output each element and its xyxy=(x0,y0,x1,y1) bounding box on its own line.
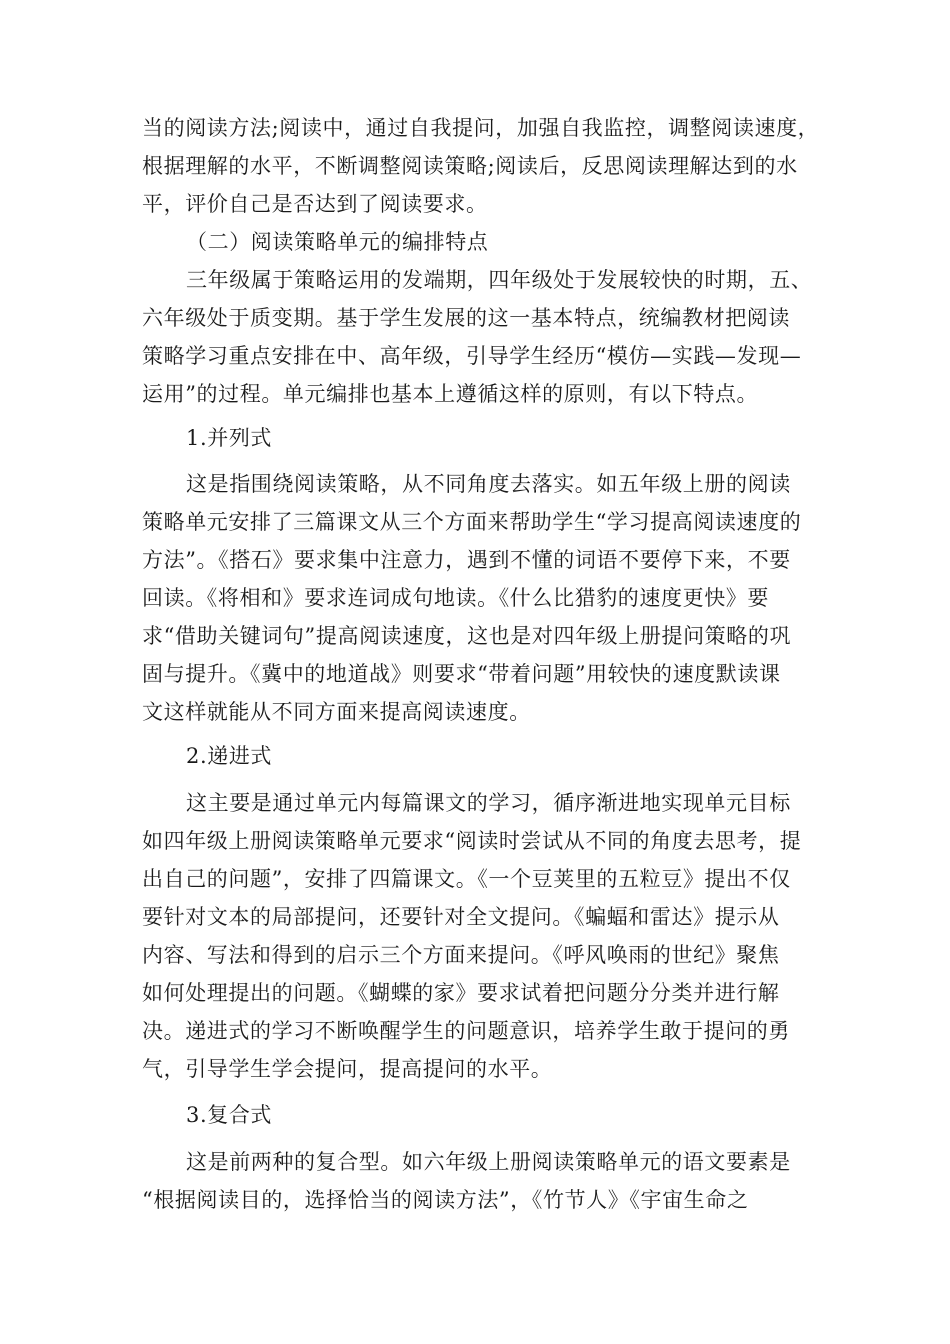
text-line: 当的阅读方法;阅读中，通过自我提问，加强自我监控，调整阅读速度， xyxy=(142,116,820,140)
subsection-heading: 2.递进式 xyxy=(186,744,273,768)
text-line: 要针对文本的局部提问，还要针对全文提问。《蝙蝠和雷达》提示从 xyxy=(142,905,780,929)
text-line: 这是前两种的复合型。如六年级上册阅读策略单元的语文要素是 xyxy=(186,1150,791,1174)
text-line: 六年级处于质变期。基于学生发展的这一基本特点，统编教材把阅读 xyxy=(142,306,790,330)
section-heading: （二）阅读策略单元的编排特点 xyxy=(186,230,489,254)
text-line: 固与提升。《冀中的地道战》则要求“带着问题”用较快的速度默读课 xyxy=(142,662,781,686)
text-line: 这主要是通过单元内每篇课文的学习，循序渐进地实现单元目标 xyxy=(186,791,791,815)
text-line: 回读。《将相和》要求连词成句地读。《什么比猎豹的速度更快》要 xyxy=(142,586,769,610)
text-line: 策略学习重点安排在中、高年级，引导学生经历“模仿—实践—发现— xyxy=(142,344,802,368)
text-line: 出自己的问题”，安排了四篇课文。《一个豆荚里的五粒豆》提出不仅 xyxy=(142,867,791,891)
text-line: 这是指围绕阅读策略，从不同角度去落实。如五年级上册的阅读 xyxy=(186,472,791,496)
text-line: 方法”。《搭石》要求集中注意力，遇到不懂的词语不要停下来，不要 xyxy=(142,548,791,572)
text-line: 平，评价自己是否达到了阅读要求。 xyxy=(142,192,488,216)
text-line: 气，引导学生学会提问，提高提问的水平。 xyxy=(142,1057,553,1081)
text-line: 三年级属于策略运用的发端期，四年级处于发展较快的时期，五、 xyxy=(186,268,813,292)
subsection-heading: 3.复合式 xyxy=(186,1103,273,1127)
text-line: 如何处理提出的问题。《蝴蝶的家》要求试着把问题分分类并进行解 xyxy=(142,981,780,1005)
text-line: “根据阅读目的，选择恰当的阅读方法”，《竹节人》《宇宙生命之 xyxy=(142,1188,749,1212)
text-line: 求“借助关键词句”提高阅读速度，这也是对四年级上册提问策略的巩 xyxy=(142,624,792,648)
text-line: 策略单元安排了三篇课文从三个方面来帮助学生“学习提高阅读速度的 xyxy=(142,510,802,534)
text-line: 运用”的过程。单元编排也基本上遵循这样的原则，有以下特点。 xyxy=(142,382,759,406)
text-line: 文这样就能从不同方面来提高阅读速度。 xyxy=(142,700,531,724)
subsection-heading: 1.并列式 xyxy=(186,426,273,450)
text-line: 根据理解的水平，不断调整阅读策略;阅读后，反思阅读理解达到的水 xyxy=(142,154,798,178)
text-line: 决。递进式的学习不断唤醒学生的问题意识，培养学生敢于提问的勇 xyxy=(142,1019,790,1043)
text-line: 内容、写法和得到的启示三个方面来提问。《呼风唤雨的世纪》聚焦 xyxy=(142,943,780,967)
text-line: 如四年级上册阅读策略单元要求“阅读时尝试从不同的角度去思考，提 xyxy=(142,829,802,853)
